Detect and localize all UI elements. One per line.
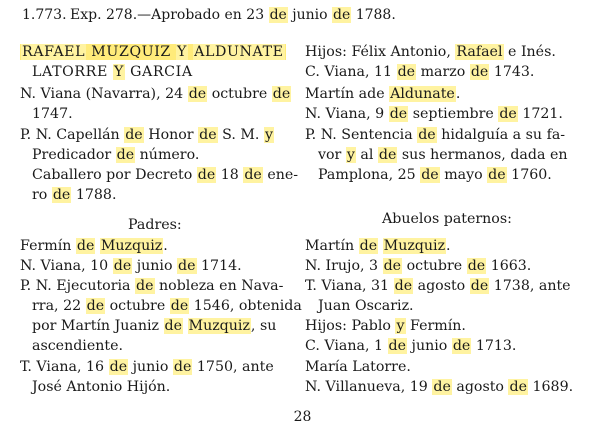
pn-line-2: Predicador de número.: [32, 147, 200, 163]
person-name-line-2: LATORRE Y GARCIA: [32, 64, 193, 80]
pn-right-line-1: P. N. Sentencia de hidalguía a su fa-: [305, 127, 566, 143]
padres-line: por Martín Juaniz de Muzquiz, su: [32, 318, 277, 334]
entry-number: 1.773.: [22, 7, 67, 23]
padres-title: Padres:: [128, 217, 182, 233]
abuelos-line: T. Viana, 31 de agosto de 1738, ante: [305, 278, 571, 294]
expediente-line: Exp. 278.—Aprobado en 23 de junio de 1788.: [70, 7, 396, 23]
birth-line-2: 1747.: [32, 106, 73, 122]
abuelos-line: N. Irujo, 3 de octubre de 1663.: [305, 258, 532, 274]
abuelos-line: María Latorre.: [305, 359, 411, 375]
pn-right-line-3: Pamplona, 25 de mayo de 1760.: [318, 167, 552, 183]
caballero-line-2: ro de 1788.: [32, 187, 117, 203]
abuelos-line: N. Villanueva, 19 de agosto de 1689.: [305, 379, 574, 395]
padres-line: N. Viana, 10 de junio de 1714.: [20, 258, 242, 274]
hijos-line: Hijos: Félix Antonio, Rafael e Inés.: [305, 44, 556, 60]
abuelos-line: Juan Oscariz.: [318, 298, 414, 314]
padres-line: T. Viana, 16 de junio de 1750, ante: [20, 359, 274, 375]
abuelos-line: Martín de Muzquiz.: [305, 238, 451, 254]
abuelos-title: Abuelos paternos:: [382, 211, 512, 227]
person-name-text-1: RAFAEL MUZQUIZ Y ALDUNATE: [22, 44, 284, 60]
c-viana-line: C. Viana, 11 de marzo de 1743.: [305, 64, 535, 80]
martin-line: Martín ade Aldunate.: [305, 86, 461, 102]
page-number: 28: [293, 409, 312, 425]
caballero-line-1: Caballero por Decreto de 18 de ene-: [32, 167, 299, 183]
abuelos-line: Hijos: Pablo y Fermín.: [305, 318, 466, 334]
padres-line: rra, 22 de octubre de 1546, obtenida: [32, 298, 302, 314]
pn-right-line-2: vor y al de sus hermanos, dada en: [318, 147, 568, 163]
n-viana-line: N. Viana, 9 de septiembre de 1721.: [305, 106, 563, 122]
birth-line-1: N. Viana (Navarra), 24 de octubre de: [20, 86, 291, 102]
padres-line: P. N. Ejecutoria de nobleza en Nava-: [20, 278, 284, 294]
person-name-line-1: [20, 43, 286, 61]
pn-line-1: P. N. Capellán de Honor de S. M. y: [20, 127, 273, 143]
padres-line: ascendiente.: [32, 338, 123, 354]
padres-line: José Antonio Hijón.: [32, 379, 171, 395]
padres-line: Fermín de Muzquiz.: [20, 238, 168, 254]
abuelos-line: C. Viana, 1 de junio de 1713.: [305, 338, 517, 354]
